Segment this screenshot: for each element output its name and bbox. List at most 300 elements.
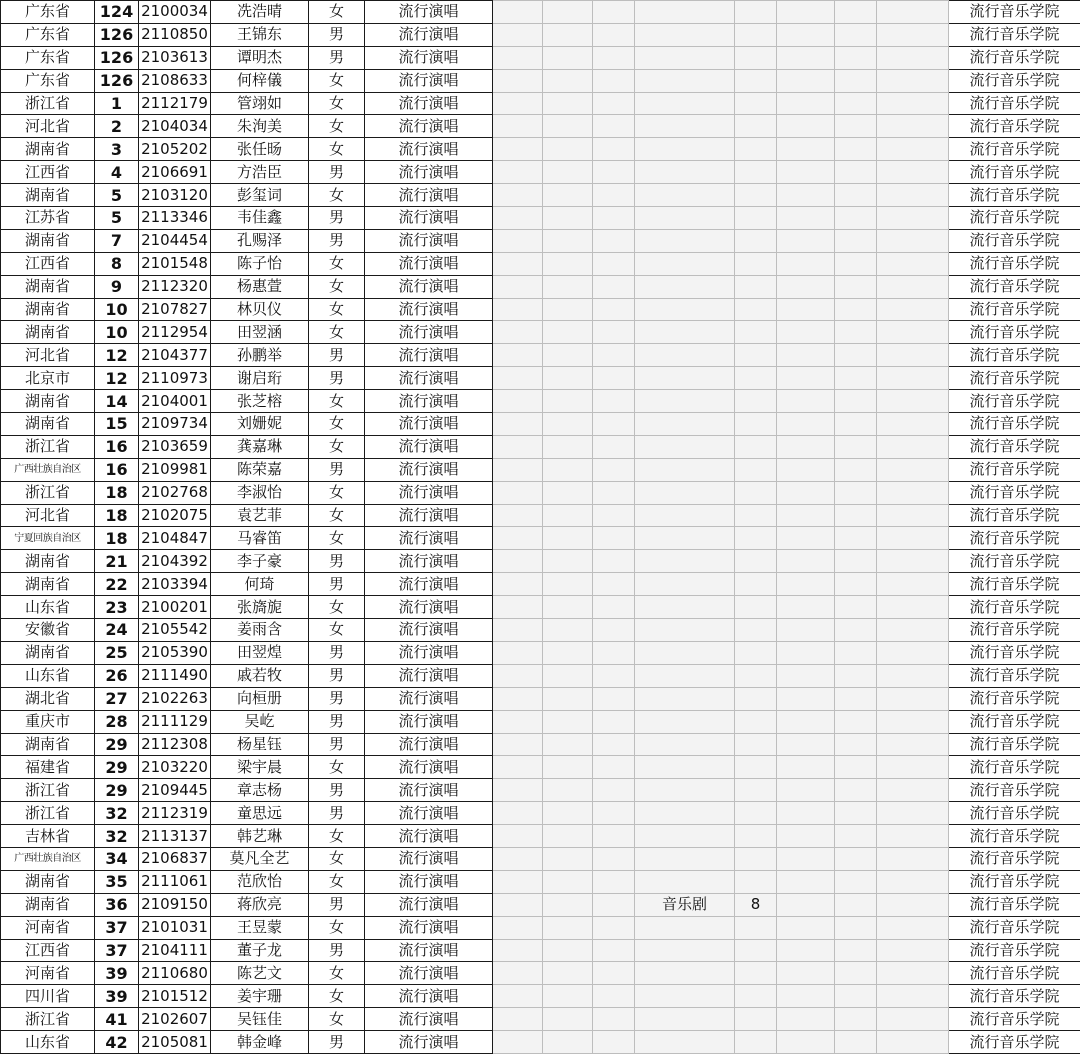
cell-candidate-id: 2109445 (139, 779, 211, 802)
cell-second-major (635, 596, 735, 619)
cell-empty (593, 1, 635, 24)
cell-empty (877, 710, 949, 733)
cell-rank: 5 (95, 184, 139, 207)
cell-major: 流行演唱 (365, 1, 493, 24)
cell-second-major (635, 1, 735, 24)
cell-empty (493, 733, 543, 756)
cell-empty (777, 916, 835, 939)
cell-name: 姜宇珊 (211, 985, 309, 1008)
cell-second-major (635, 275, 735, 298)
cell-empty (543, 802, 593, 825)
cell-name: 谢启珩 (211, 367, 309, 390)
cell-candidate-id: 2104392 (139, 550, 211, 573)
cell-second-rank (735, 802, 777, 825)
cell-name: 孔赐泽 (211, 229, 309, 252)
cell-rank: 126 (95, 69, 139, 92)
cell-province: 江西省 (1, 939, 95, 962)
cell-name: 管翊如 (211, 92, 309, 115)
cell-rank: 23 (95, 596, 139, 619)
cell-rank: 26 (95, 664, 139, 687)
cell-empty (543, 641, 593, 664)
cell-second-rank (735, 596, 777, 619)
cell-gender: 女 (309, 1, 365, 24)
cell-empty (593, 458, 635, 481)
cell-empty (835, 916, 877, 939)
cell-empty (593, 825, 635, 848)
cell-second-major (635, 413, 735, 436)
cell-empty (877, 115, 949, 138)
cell-second-major (635, 710, 735, 733)
cell-gender: 男 (309, 687, 365, 710)
cell-empty (493, 687, 543, 710)
cell-empty (835, 893, 877, 916)
cell-empty (777, 1, 835, 24)
cell-rank: 41 (95, 1008, 139, 1031)
table-row (1, 619, 1080, 642)
table-row (1, 161, 1080, 184)
table-row (1, 207, 1080, 230)
cell-empty (777, 23, 835, 46)
cell-second-rank (735, 229, 777, 252)
cell-empty (543, 390, 593, 413)
cell-college: 流行音乐学院 (949, 69, 1080, 92)
cell-empty (493, 367, 543, 390)
cell-empty (493, 1008, 543, 1031)
cell-empty (835, 252, 877, 275)
table-row (1, 573, 1080, 596)
cell-second-major (635, 939, 735, 962)
cell-major: 流行演唱 (365, 870, 493, 893)
cell-candidate-id: 2106837 (139, 847, 211, 870)
cell-name: 蒋欣亮 (211, 893, 309, 916)
cell-empty (777, 756, 835, 779)
cell-gender: 男 (309, 779, 365, 802)
cell-empty (777, 962, 835, 985)
cell-empty (877, 939, 949, 962)
cell-empty (493, 847, 543, 870)
cell-major: 流行演唱 (365, 916, 493, 939)
cell-empty (593, 939, 635, 962)
cell-gender: 女 (309, 390, 365, 413)
cell-empty (835, 1008, 877, 1031)
cell-empty (835, 870, 877, 893)
cell-empty (835, 550, 877, 573)
cell-candidate-id: 2106691 (139, 161, 211, 184)
cell-empty (777, 138, 835, 161)
cell-empty (493, 619, 543, 642)
cell-empty (877, 802, 949, 825)
cell-name: 龚嘉琳 (211, 435, 309, 458)
table-row (1, 344, 1080, 367)
table-row (1, 1008, 1080, 1031)
cell-second-rank (735, 275, 777, 298)
cell-candidate-id: 2102768 (139, 481, 211, 504)
cell-empty (877, 550, 949, 573)
cell-major: 流行演唱 (365, 138, 493, 161)
cell-second-rank (735, 687, 777, 710)
cell-college: 流行音乐学院 (949, 985, 1080, 1008)
table-row (1, 779, 1080, 802)
cell-empty (493, 779, 543, 802)
cell-province: 浙江省 (1, 802, 95, 825)
cell-empty (543, 69, 593, 92)
cell-name: 童思远 (211, 802, 309, 825)
cell-major: 流行演唱 (365, 893, 493, 916)
cell-second-rank (735, 733, 777, 756)
cell-gender: 女 (309, 756, 365, 779)
cell-empty (777, 115, 835, 138)
cell-empty (777, 664, 835, 687)
cell-name: 冼浩晴 (211, 1, 309, 24)
cell-province: 浙江省 (1, 1008, 95, 1031)
cell-college: 流行音乐学院 (949, 573, 1080, 596)
cell-name: 王锦东 (211, 23, 309, 46)
cell-candidate-id: 2104001 (139, 390, 211, 413)
cell-empty (543, 916, 593, 939)
cell-empty (835, 596, 877, 619)
cell-major: 流行演唱 (365, 504, 493, 527)
cell-candidate-id: 2103394 (139, 573, 211, 596)
cell-empty (493, 138, 543, 161)
cell-empty (835, 23, 877, 46)
cell-empty (493, 550, 543, 573)
cell-province: 广西壮族自治区 (1, 847, 95, 870)
cell-empty (543, 779, 593, 802)
cell-second-rank (735, 184, 777, 207)
cell-major: 流行演唱 (365, 985, 493, 1008)
cell-empty (593, 893, 635, 916)
table-row (1, 733, 1080, 756)
cell-empty (543, 458, 593, 481)
cell-empty (543, 298, 593, 321)
cell-rank: 18 (95, 527, 139, 550)
cell-second-rank (735, 69, 777, 92)
cell-empty (835, 504, 877, 527)
cell-second-rank (735, 161, 777, 184)
cell-empty (835, 481, 877, 504)
cell-empty (543, 870, 593, 893)
cell-college: 流行音乐学院 (949, 733, 1080, 756)
cell-empty (877, 207, 949, 230)
cell-name: 谭明杰 (211, 46, 309, 69)
cell-second-rank (735, 504, 777, 527)
cell-empty (877, 733, 949, 756)
table-row (1, 46, 1080, 69)
table-body (1, 1, 1080, 1054)
cell-major: 流行演唱 (365, 275, 493, 298)
cell-candidate-id: 2111061 (139, 870, 211, 893)
cell-province: 湖南省 (1, 550, 95, 573)
cell-empty (493, 435, 543, 458)
cell-empty (543, 413, 593, 436)
cell-empty (493, 298, 543, 321)
cell-second-major (635, 321, 735, 344)
cell-second-major (635, 916, 735, 939)
cell-province: 浙江省 (1, 435, 95, 458)
cell-gender: 女 (309, 527, 365, 550)
cell-empty (877, 69, 949, 92)
cell-empty (777, 344, 835, 367)
cell-empty (493, 46, 543, 69)
cell-candidate-id: 2105542 (139, 619, 211, 642)
cell-empty (543, 229, 593, 252)
cell-empty (593, 138, 635, 161)
cell-name: 韩艺琳 (211, 825, 309, 848)
cell-empty (877, 229, 949, 252)
cell-name: 陈荣嘉 (211, 458, 309, 481)
cell-rank: 14 (95, 390, 139, 413)
cell-empty (777, 367, 835, 390)
cell-name: 何梓儀 (211, 69, 309, 92)
cell-second-major (635, 1031, 735, 1054)
cell-empty (777, 939, 835, 962)
cell-empty (593, 619, 635, 642)
cell-gender: 男 (309, 664, 365, 687)
cell-candidate-id: 2109981 (139, 458, 211, 481)
cell-empty (493, 275, 543, 298)
cell-second-rank (735, 779, 777, 802)
table-row (1, 687, 1080, 710)
cell-empty (835, 664, 877, 687)
cell-college: 流行音乐学院 (949, 413, 1080, 436)
cell-name: 朱洵美 (211, 115, 309, 138)
cell-empty (777, 184, 835, 207)
cell-major: 流行演唱 (365, 687, 493, 710)
cell-name: 孙鹏举 (211, 344, 309, 367)
cell-major: 流行演唱 (365, 229, 493, 252)
cell-empty (877, 298, 949, 321)
cell-province: 湖南省 (1, 229, 95, 252)
table-row (1, 69, 1080, 92)
cell-college: 流行音乐学院 (949, 619, 1080, 642)
cell-college: 流行音乐学院 (949, 870, 1080, 893)
cell-rank: 12 (95, 344, 139, 367)
cell-name: 陈艺文 (211, 962, 309, 985)
cell-province: 重庆市 (1, 710, 95, 733)
cell-empty (543, 710, 593, 733)
cell-empty (835, 756, 877, 779)
cell-second-major (635, 550, 735, 573)
table-row (1, 321, 1080, 344)
cell-name: 韩金峰 (211, 1031, 309, 1054)
cell-empty (877, 481, 949, 504)
cell-empty (543, 321, 593, 344)
cell-empty (877, 756, 949, 779)
cell-name: 刘姗妮 (211, 413, 309, 436)
cell-rank: 29 (95, 756, 139, 779)
cell-college: 流行音乐学院 (949, 229, 1080, 252)
cell-empty (493, 207, 543, 230)
cell-empty (543, 138, 593, 161)
cell-rank: 8 (95, 252, 139, 275)
cell-empty (777, 161, 835, 184)
cell-empty (777, 435, 835, 458)
cell-empty (543, 92, 593, 115)
cell-empty (877, 870, 949, 893)
cell-province: 湖南省 (1, 275, 95, 298)
cell-second-rank (735, 619, 777, 642)
cell-major: 流行演唱 (365, 435, 493, 458)
cell-gender: 男 (309, 344, 365, 367)
cell-name: 方浩臣 (211, 161, 309, 184)
cell-candidate-id: 2110850 (139, 23, 211, 46)
cell-major: 流行演唱 (365, 1031, 493, 1054)
cell-empty (593, 413, 635, 436)
cell-empty (877, 825, 949, 848)
cell-college: 流行音乐学院 (949, 367, 1080, 390)
cell-empty (877, 916, 949, 939)
cell-candidate-id: 2105081 (139, 1031, 211, 1054)
cell-second-major (635, 802, 735, 825)
cell-province: 福建省 (1, 756, 95, 779)
cell-gender: 女 (309, 504, 365, 527)
cell-second-rank (735, 252, 777, 275)
cell-empty (493, 985, 543, 1008)
cell-empty (877, 46, 949, 69)
cell-second-major (635, 344, 735, 367)
cell-gender: 女 (309, 847, 365, 870)
cell-empty (877, 573, 949, 596)
cell-second-rank (735, 92, 777, 115)
cell-name: 杨星钰 (211, 733, 309, 756)
cell-empty (593, 298, 635, 321)
cell-major: 流行演唱 (365, 596, 493, 619)
cell-gender: 女 (309, 138, 365, 161)
cell-province: 河北省 (1, 115, 95, 138)
cell-empty (835, 641, 877, 664)
cell-empty (835, 687, 877, 710)
cell-name: 张旖旎 (211, 596, 309, 619)
cell-empty (877, 252, 949, 275)
cell-major: 流行演唱 (365, 298, 493, 321)
cell-empty (877, 161, 949, 184)
cell-province: 湖南省 (1, 321, 95, 344)
cell-province: 河南省 (1, 916, 95, 939)
table-row (1, 229, 1080, 252)
cell-second-rank (735, 23, 777, 46)
cell-candidate-id: 2107827 (139, 298, 211, 321)
cell-second-major (635, 161, 735, 184)
cell-second-major (635, 962, 735, 985)
cell-province: 江苏省 (1, 207, 95, 230)
cell-second-rank (735, 962, 777, 985)
cell-candidate-id: 2110680 (139, 962, 211, 985)
cell-province: 吉林省 (1, 825, 95, 848)
cell-empty (543, 23, 593, 46)
table-row (1, 825, 1080, 848)
table-row (1, 1031, 1080, 1054)
cell-rank: 7 (95, 229, 139, 252)
cell-empty (777, 687, 835, 710)
cell-major: 流行演唱 (365, 802, 493, 825)
cell-rank: 28 (95, 710, 139, 733)
cell-college: 流行音乐学院 (949, 1008, 1080, 1031)
cell-name: 戚若牧 (211, 664, 309, 687)
cell-empty (593, 985, 635, 1008)
cell-college: 流行音乐学院 (949, 252, 1080, 275)
cell-empty (777, 847, 835, 870)
cell-second-major (635, 481, 735, 504)
cell-empty (543, 619, 593, 642)
cell-candidate-id: 2113346 (139, 207, 211, 230)
cell-empty (493, 710, 543, 733)
table-row (1, 435, 1080, 458)
cell-second-major (635, 619, 735, 642)
cell-empty (593, 46, 635, 69)
cell-rank: 126 (95, 46, 139, 69)
cell-province: 浙江省 (1, 481, 95, 504)
cell-name: 马睿笛 (211, 527, 309, 550)
cell-rank: 24 (95, 619, 139, 642)
cell-empty (543, 161, 593, 184)
cell-second-rank (735, 344, 777, 367)
cell-empty (877, 367, 949, 390)
cell-rank: 29 (95, 779, 139, 802)
cell-empty (593, 550, 635, 573)
cell-empty (877, 184, 949, 207)
cell-second-major (635, 138, 735, 161)
cell-empty (877, 687, 949, 710)
cell-empty (493, 344, 543, 367)
cell-gender: 女 (309, 69, 365, 92)
cell-empty (877, 527, 949, 550)
cell-empty (593, 527, 635, 550)
cell-empty (593, 779, 635, 802)
cell-college: 流行音乐学院 (949, 756, 1080, 779)
cell-empty (835, 527, 877, 550)
cell-empty (593, 504, 635, 527)
cell-major: 流行演唱 (365, 619, 493, 642)
cell-college: 流行音乐学院 (949, 138, 1080, 161)
cell-empty (593, 321, 635, 344)
cell-empty (593, 390, 635, 413)
cell-second-major (635, 1008, 735, 1031)
cell-college: 流行音乐学院 (949, 321, 1080, 344)
cell-empty (835, 138, 877, 161)
cell-second-major (635, 115, 735, 138)
cell-empty (777, 504, 835, 527)
cell-empty (543, 504, 593, 527)
cell-second-rank (735, 985, 777, 1008)
cell-empty (493, 664, 543, 687)
cell-province: 河北省 (1, 344, 95, 367)
cell-empty (543, 252, 593, 275)
table-row (1, 92, 1080, 115)
cell-college: 流行音乐学院 (949, 916, 1080, 939)
cell-empty (777, 390, 835, 413)
cell-college: 流行音乐学院 (949, 825, 1080, 848)
cell-college: 流行音乐学院 (949, 687, 1080, 710)
cell-empty (777, 870, 835, 893)
cell-second-major (635, 92, 735, 115)
cell-rank: 22 (95, 573, 139, 596)
cell-major: 流行演唱 (365, 184, 493, 207)
cell-rank: 126 (95, 23, 139, 46)
cell-empty (493, 481, 543, 504)
cell-empty (543, 46, 593, 69)
cell-college: 流行音乐学院 (949, 161, 1080, 184)
cell-empty (543, 184, 593, 207)
cell-empty (835, 1, 877, 24)
cell-college: 流行音乐学院 (949, 23, 1080, 46)
cell-second-major (635, 298, 735, 321)
cell-empty (877, 1031, 949, 1054)
cell-second-rank (735, 939, 777, 962)
cell-rank: 34 (95, 847, 139, 870)
cell-major: 流行演唱 (365, 92, 493, 115)
cell-college: 流行音乐学院 (949, 550, 1080, 573)
cell-empty (543, 893, 593, 916)
